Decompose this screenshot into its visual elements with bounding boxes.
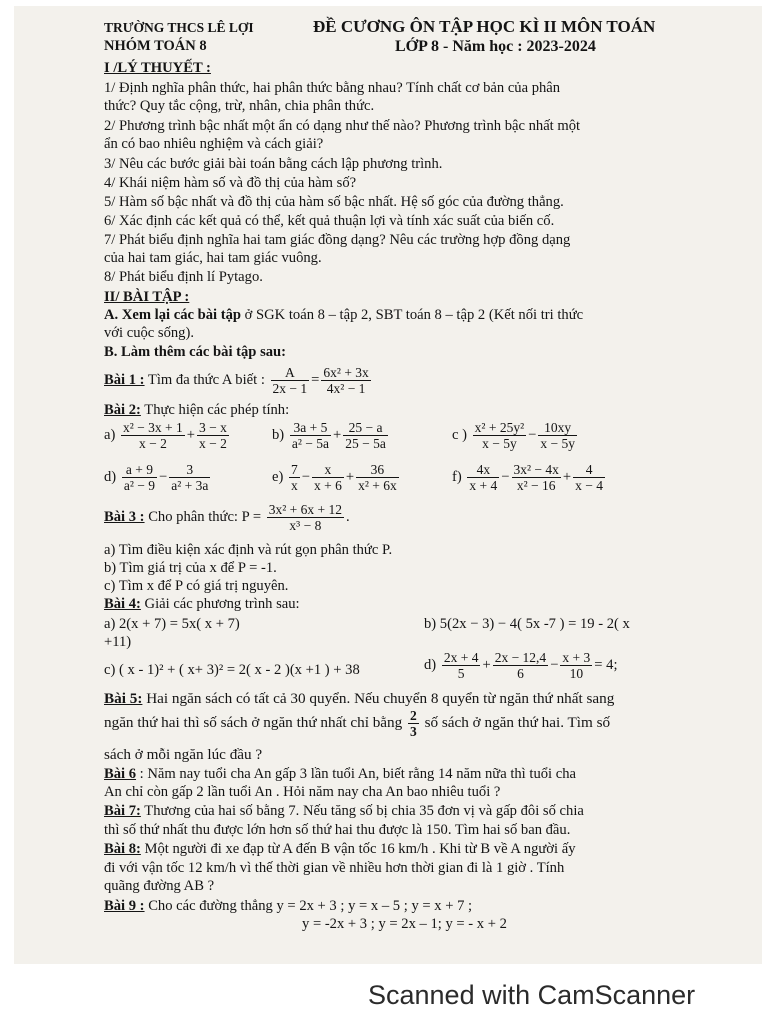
numerator: 2 (410, 708, 417, 723)
item-label: f) (452, 468, 462, 485)
theory-line: 1/ Định nghĩa phân thức, hai phân thức bằng nhau? Tính chất cơ bản của phân (104, 80, 561, 96)
bai3-item: b) Tìm giá trị của x để P = -1. (104, 560, 277, 576)
fraction (560, 650, 592, 681)
fraction (121, 420, 185, 451)
theory-line: 5/ Hàm số bậc nhất và đồ thị của hàm số bậc nhất. Hệ số góc của đường thẳng. (104, 194, 564, 210)
fraction (538, 420, 577, 451)
bai2 (104, 402, 289, 419)
operator: − (528, 426, 537, 443)
denominator: x + 6 (313, 478, 342, 493)
bai8-label: Bài 8: (104, 841, 141, 857)
theory-line: thức? Quy tắc cộng, trừ, nhân, chia phân thức. (104, 98, 375, 114)
bai4-b: b) 5(2x − 3) − 4( 5x -7 ) = 19 - 2( x (424, 616, 630, 632)
bai3-item: a) Tìm điều kiện xác định và rút gọn phân thức P. (104, 542, 393, 558)
numerator: A (271, 365, 310, 381)
operator: + (332, 426, 342, 443)
denominator: 3 (410, 724, 417, 739)
numerator: 3a + 5 (290, 420, 331, 436)
bai7-label: Bài 7: (104, 803, 141, 819)
fraction (512, 462, 561, 493)
denominator: 6 (517, 666, 524, 681)
operator: + (345, 468, 355, 485)
denominator: x − 4 (575, 478, 604, 493)
fraction (343, 420, 388, 451)
operator: + (186, 426, 196, 443)
bai7 (104, 803, 584, 820)
bai4-b-cont: +11) (104, 634, 132, 650)
denominator: x² + 6x (358, 478, 397, 493)
theory-line: 3/ Nêu các bước giải bài toán bằng cách lập phương trình. (104, 156, 443, 172)
equation-tail: = 4; (594, 656, 618, 673)
operator: − (301, 468, 310, 485)
bai5-line3: sách ở mỗi ngăn lúc đầu ? (104, 746, 263, 763)
numerator: a + 9 (122, 462, 157, 478)
exercises-heading: II/ BÀI TẬP : (104, 289, 190, 305)
fraction (312, 462, 344, 493)
bai2-f (452, 462, 607, 493)
bai8-text: Một người đi xe đạp từ A đến B vận tốc 16 km/h . Khi từ B về A người ấy (140, 841, 576, 857)
operator: − (501, 468, 510, 485)
fraction (289, 462, 300, 493)
bai2-label: Bài 2: (104, 402, 141, 418)
theory-line: 6/ Xác định các kết quả có thể, kết quả thuận lợi và tính xác suất của biến cố. (104, 213, 555, 229)
denominator: x − 2 (138, 436, 167, 451)
denominator: 4x² − 1 (326, 381, 366, 397)
operator: + (562, 468, 572, 485)
bai2-text: Thực hiện các phép tính: (140, 402, 290, 418)
bai5-text: số sách ở ngăn thứ hai. Tìm số (424, 713, 611, 731)
part-a-cont: với cuộc sống). (104, 325, 194, 341)
theory-line: 8/ Phát biểu định lí Pytago. (104, 269, 263, 285)
item-label: c ) (452, 426, 467, 443)
bai2-b (272, 420, 390, 451)
fraction (356, 462, 399, 493)
bai5-label: Bài 5: (104, 690, 143, 707)
bai4 (104, 596, 300, 613)
bai6-line2: An chỉ còn gấp 2 lần tuổi An . Hỏi năm nay cha An bao nhiêu tuổi ? (104, 784, 501, 800)
numerator: x (312, 462, 344, 478)
document-title: ĐỀ CƯƠNG ÔN TẬP HỌC KÌ II MÔN TOÁN (313, 17, 656, 36)
bai2-d (104, 462, 212, 493)
numerator: 3 (169, 462, 210, 478)
denominator: 5 (457, 666, 465, 681)
school-name: TRƯỜNG THCS LÊ LỢI (104, 20, 254, 35)
theory-line: ẩn có bao nhiêu nghiệm và cách giải? (104, 136, 324, 152)
bai1-label: Bài 1 : (104, 372, 145, 388)
bai9 (104, 898, 472, 915)
theory-line: 2/ Phương trình bậc nhất một ẩn có dạng như thế nào? Phương trình bậc nhất một (104, 118, 581, 134)
fraction (473, 420, 526, 451)
fraction (493, 650, 549, 681)
bai9-text: Cho các đường thẳng y = 2x + 3 ; y = x – 5 ; y = x + 7 ; (144, 898, 473, 914)
fraction (442, 650, 481, 681)
bai4-a: a) 2(x + 7) = 5x( x + 7) (104, 616, 240, 632)
numerator: 3x² + 6x + 12 (268, 502, 343, 517)
bai1-fraction-b (321, 365, 370, 396)
fraction-two-thirds (408, 708, 419, 739)
denominator: 10 (569, 666, 584, 681)
numerator: 36 (356, 462, 399, 478)
bai3-label: Bài 3 : (104, 508, 145, 525)
part-a (104, 307, 583, 324)
fraction (169, 462, 210, 493)
bai6-label: Bài 6 (104, 766, 137, 782)
bai7-line2: thì số thứ nhất thu được lớn hơn số thứ hai thu được là 150. Tìm hai số ban đầu. (104, 822, 571, 838)
bai5-text: ngăn thứ hai thì số sách ở ngăn thứ nhất chỉ bằng (104, 713, 403, 731)
numerator: 7 (291, 462, 298, 477)
denominator: x (291, 478, 298, 493)
denominator: a² − 5a (291, 436, 329, 451)
bai3-text: Cho phân thức: P = (144, 508, 262, 525)
denominator: x − 2 (199, 436, 227, 451)
bai4-label: Bài 4: (104, 596, 141, 612)
bai5-line2 (104, 708, 610, 739)
bai3-item: c) Tìm x để P có giá trị nguyên. (104, 578, 289, 594)
denominator: x − 5y (540, 436, 575, 451)
item-label: d) (104, 468, 117, 485)
theory-line: 4/ Khái niệm hàm số và đồ thị của hàm số? (104, 175, 357, 191)
item-label: d) (424, 656, 437, 673)
item-label: a) (104, 426, 116, 443)
bai6 (104, 766, 576, 783)
theory-heading: I /LÝ THUYẾT : (104, 60, 211, 76)
class-year: LỚP 8 - Năm học : 2023-2024 (395, 38, 596, 55)
bai8 (104, 841, 576, 858)
part-a-text: ở SGK toán 8 – tập 2, SBT toán 8 – tập 2 (Kết nối tri thức (241, 307, 584, 323)
part-a-bold: A. Xem lại các bài tập (104, 307, 242, 323)
bai2-c (452, 420, 579, 451)
bai6-text: : Năm nay tuổi cha An gấp 3 lần tuổi An, biết rằng 14 năm nữa thì tuổi cha (136, 766, 576, 782)
bai7-text: Thương của hai số bằng 7. Nếu tăng số bị chia 35 đơn vị và gấp đôi số chia (140, 803, 584, 819)
bai1-fraction-a (271, 365, 310, 396)
group-name: NHÓM TOÁN 8 (104, 38, 207, 54)
numerator: x² + 25y² (474, 420, 525, 435)
denominator: a² − 9 (123, 478, 155, 493)
fraction (197, 420, 229, 451)
denominator: 25 − 5a (345, 436, 386, 451)
fraction (573, 462, 605, 493)
numerator: 3 − x (199, 420, 227, 435)
denominator: a² + 3a (171, 478, 209, 493)
fraction (467, 462, 499, 493)
part-b: B. Làm thêm các bài tập sau: (104, 344, 287, 360)
theory-line: của hai tam giác, hai tam giác vuông. (104, 250, 322, 266)
operator: − (158, 468, 168, 485)
bai4-c: c) ( x - 1)² + ( x+ 3)² = 2( x - 2 )(x +1 ) + 38 (104, 662, 360, 678)
numerator: x + 3 (562, 650, 591, 665)
bai9-line2: y = -2x + 3 ; y = 2x – 1; y = - x + 2 (302, 916, 507, 932)
item-label: b) (272, 426, 285, 443)
bai1: Bài 1 : Tìm đa thức A biết : $\frac{A}{2x - 1}$ = $\frac{\text{6x² + 3x}}{\text{4x² − 1}}$ (104, 365, 369, 397)
numerator: 2x − 12,4 (494, 650, 547, 665)
bai2-a (104, 420, 231, 451)
numerator: 3x² − 4x (513, 462, 559, 477)
numerator: 4x (467, 462, 499, 478)
denominator: 2x − 1 (272, 381, 308, 397)
bai4-text: Giải các phương trình sau: (140, 596, 300, 612)
bai8-line3: quãng đường AB ? (104, 878, 215, 894)
bai1-text: Tìm đa thức A biết : (144, 372, 265, 388)
camscanner-watermark: Scanned with CamScanner (368, 980, 696, 1010)
fraction-p (267, 502, 344, 533)
bai8-line2: đi với vận tốc 12 km/h vì thế thời gian về nhiều hơn thời gian đi là 1 giờ . Tính (104, 860, 565, 876)
item-label: e) (272, 468, 284, 485)
bai9-label: Bài 9 : (104, 898, 145, 914)
denominator: x³ − 8 (289, 518, 322, 533)
denominator: x + 4 (469, 478, 498, 493)
denominator: x² − 16 (516, 478, 556, 493)
numerator: 25 − a (343, 420, 388, 436)
fraction (290, 420, 331, 451)
bai4-d: d) $\frac{2x + 4}{5}$ + $\frac{2x - 12,4}{6}$ − $\frac{x + 3}{10}$ = 4; (424, 650, 618, 681)
theory-line: 7/ Phát biểu định nghĩa hai tam giác đồng dạng? Nêu các trường hợp đồng dạng (104, 232, 571, 248)
numerator: 10xy (538, 420, 577, 436)
numerator: x² − 3x + 1 (123, 420, 183, 435)
bai5-text: Hai ngăn sách có tất cả 30 quyển. Nếu chuyển 8 quyển từ ngăn thứ nhất sang (142, 690, 615, 707)
numerator: 4 (573, 462, 605, 478)
fraction (122, 462, 157, 493)
numerator: 2x + 4 (443, 650, 479, 665)
denominator: x − 5y (482, 436, 517, 451)
bai2-e (272, 462, 401, 493)
bai3: Bài 3 : Cho phân thức: P = $\frac{\text{3x² + 6x + 12}}{\text{x³ − 8}}$ . (104, 502, 350, 533)
bai5 (104, 690, 614, 707)
numerator: 6x² + 3x (323, 365, 369, 381)
